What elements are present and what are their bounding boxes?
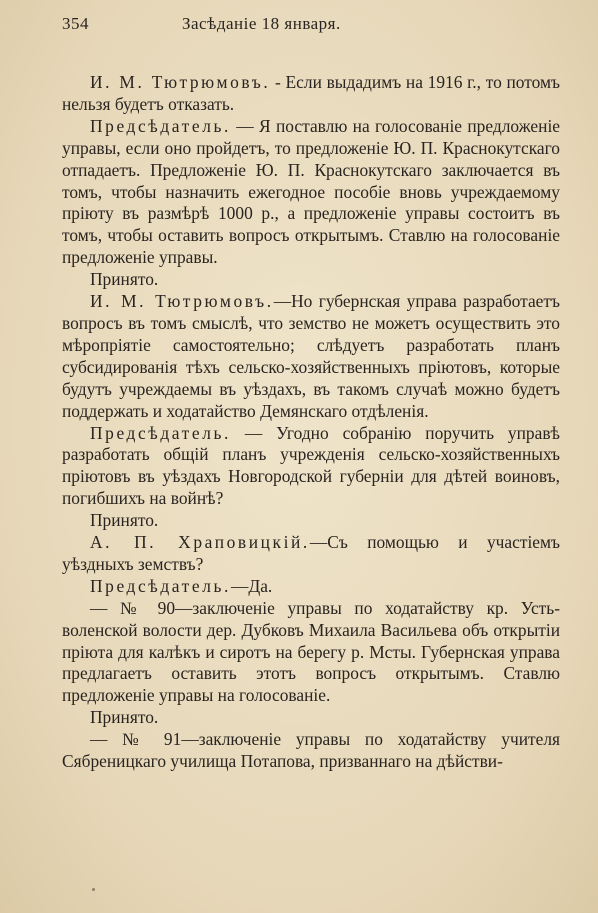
paragraph-text: —Но губернская управа разработаетъ вопросъ въ томъ смыслѣ, что земство не можетъ осуществить это мѣропріятіе самостоятельно; слѣдуетъ разработать планъ субсидированія тѣхъ сельско-хозяйственныхъ пріютовъ, которые будутъ учреждаемы въ уѣздахъ, въ такомъ случаѣ можно будетъ поддержать и ходатайство Демянскаго отдѣленія. — [62, 291, 560, 421]
paper-speck — [92, 888, 95, 891]
paragraph-text: Принято. — [90, 707, 159, 728]
speaker-name: Предсѣдатель. — [90, 575, 231, 596]
paragraph-text: —Да. — [230, 575, 273, 596]
paragraph-text: —Съ помощью и участіемъ уѣздныхъ земствъ? — [62, 532, 560, 574]
speaker-name: А. П. Храповицкій. — [90, 532, 310, 553]
paragraph — [62, 532, 560, 576]
paragraph — [62, 116, 560, 269]
paragraph-text: — № 90—заключеніе управы по ходатайству кр. Усть-воленской волости дер. Дубковъ Михаила Васильева объ открытіи пріюта для калѣкъ и сиротъ на берегу р. Мсты. Губернская управа предлагаетъ оставить этотъ вопросъ открытымъ. Ставлю предложеніе управы на голосованіе. — [62, 597, 560, 706]
paragraph — [62, 729, 560, 773]
paragraph — [62, 576, 560, 598]
header-title: Засѣданіе 18 января. — [182, 14, 341, 33]
paragraph — [62, 72, 560, 116]
paragraph-text: — Угодно собранію поручить управѣ разработать общій планъ учрежденія сельско-хозяйственныхъ пріютовъ въ уѣздахъ Новгородской губерніи для дѣтей воиновъ, погибшихъ на войнѣ? — [62, 422, 560, 509]
paragraph — [62, 598, 560, 708]
paragraph-text: — Я поставлю на голосованіе предложеніе управы, если оно пройдетъ, то предложеніе Ю. П. Краснокутскаго отпадаетъ. Предложеніе Ю. П. Краснокутскаго заключается въ томъ, чтобы назначить ежегодное пособіе вновь учреждаемому пріюту въ размѣрѣ 1000 р., а предложеніе управы состоитъ въ томъ, чтобы оставить вопросъ открытымъ. Ставлю на голосованіе предложеніе управы. — [62, 115, 560, 268]
paragraph — [62, 707, 560, 729]
paragraph — [62, 269, 560, 291]
paragraph — [62, 423, 560, 511]
speaker-name: И. М. Тютрюмовъ. — [90, 72, 271, 92]
page-body — [62, 72, 560, 773]
paragraph — [62, 291, 560, 422]
running-header — [62, 14, 560, 44]
paragraph-text: Принято. — [90, 510, 159, 531]
paragraph-text: - Если выдадимъ на 1916 г., то потомъ нельзя будетъ отказать. — [62, 72, 560, 114]
paragraph — [62, 510, 560, 532]
page-number: 354 — [62, 14, 89, 33]
speaker-name: Предсѣдатель. — [90, 115, 231, 136]
paragraph-text: — № 91—заключеніе управы по ходатайству учителя Сябреницкаго училища Потапова, призваннаго на дѣйстви- — [62, 729, 560, 772]
speaker-name: Предсѣдатель. — [90, 422, 231, 443]
paragraph-text: Принято. — [90, 269, 159, 290]
speaker-name: И. М. Тютрюмовъ. — [90, 291, 274, 312]
